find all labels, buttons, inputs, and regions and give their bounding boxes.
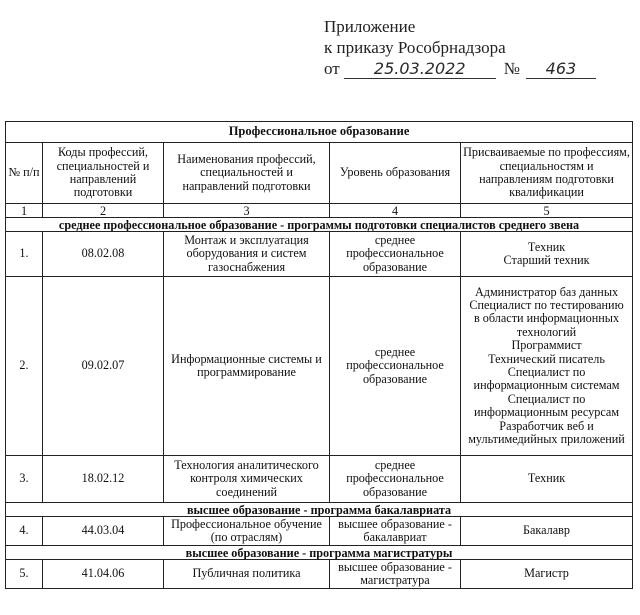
row-qualifications (461, 517, 633, 546)
row-name: Технология аналитического контроля химических соединений (164, 456, 330, 503)
row-code: 44.03.04 (43, 517, 164, 546)
section-heading: высшее образование - программа бакалавриата (6, 503, 633, 517)
row-number: 5. (6, 560, 43, 589)
qualification: Специалист по тестированию (469, 297, 624, 312)
qualification: мультимедийных приложений (468, 432, 625, 447)
qualification: Разработчик веб и (499, 418, 594, 433)
row-number: 2. (6, 277, 43, 456)
row-code: 08.02.08 (43, 232, 164, 277)
row-number: 4. (6, 517, 43, 546)
row-qualifications (461, 277, 633, 456)
section-heading: среднее профессиональное образование - программы подготовки специалистов среднего звена (6, 218, 633, 232)
row-qualifications (461, 456, 633, 503)
column-header: Наименования профессий, специальностей и направлений подготовки (164, 143, 330, 204)
row-qualifications (461, 560, 633, 589)
column-header-row (6, 143, 633, 204)
column-number: 1 (6, 204, 43, 218)
column-header: Коды профессий, специальностей и направлений подготовки (43, 143, 164, 204)
row-level: высшее образование - бакалавриат (330, 517, 461, 546)
column-header: № п/п (6, 143, 43, 204)
order-reference: к приказу Рособрнадзора (324, 38, 506, 57)
row-level: среднее профессиональное образование (330, 456, 461, 503)
qualification: в области информационных (474, 311, 620, 326)
table-row (6, 277, 633, 456)
qualification: информационным ресурсам (474, 405, 620, 420)
table-title-row (6, 122, 633, 143)
qualification: Техник (527, 471, 566, 486)
qualification: Старший техник (503, 253, 590, 267)
qualification: Техник (527, 239, 566, 254)
table-row (6, 456, 633, 503)
order-date-number-line (324, 58, 596, 79)
row-code: 18.02.12 (43, 456, 164, 503)
document-header (324, 16, 596, 79)
row-level: среднее профессиональное образование (330, 232, 461, 277)
appendix-label: Приложение (324, 17, 416, 36)
section-row (6, 546, 633, 560)
number-label: № (503, 59, 520, 78)
qualification: Магистр (524, 566, 569, 581)
row-name: Профессиональное обучение (по отраслям) (164, 517, 330, 546)
section-heading: высшее образование - программа магистратуры (6, 546, 633, 560)
row-level: среднее профессиональное образование (330, 277, 461, 456)
row-number: 1. (6, 232, 43, 277)
qualification: Программист (511, 338, 582, 353)
section-row (6, 218, 633, 232)
column-header: Уровень образования (330, 143, 461, 204)
table-title: Профессиональное образование (6, 122, 633, 143)
column-number: 2 (43, 204, 164, 218)
order-date: 25.03.2022 (344, 60, 496, 79)
table-row (6, 560, 633, 589)
column-number: 5 (461, 204, 633, 218)
qualification: Бакалавр (523, 523, 571, 538)
column-number: 3 (164, 204, 330, 218)
row-code: 41.04.06 (43, 560, 164, 589)
qualification: информационным системам (473, 378, 620, 393)
column-number: 4 (330, 204, 461, 218)
row-level: высшее образование - магистратура (330, 560, 461, 589)
qualification: технологий (516, 324, 577, 339)
table-row (6, 517, 633, 546)
row-name: Монтаж и эксплуатация оборудования и систем газоснабжения (164, 232, 330, 277)
education-table (5, 121, 633, 589)
column-number-row (6, 204, 633, 218)
date-prefix: от (324, 59, 340, 78)
table-row (6, 232, 633, 277)
row-name: Информационные системы и программирование (164, 277, 330, 456)
row-code: 09.02.07 (43, 277, 164, 456)
qualification: Технический писатель (488, 351, 605, 366)
column-header: Присваиваемые по профессиям, специальностям и направлениям подготовки квалификации (461, 143, 633, 204)
qualification: Специалист по (507, 391, 586, 406)
qualification: Администратор баз данных (474, 284, 619, 299)
row-name: Публичная политика (164, 560, 330, 589)
row-qualifications (461, 232, 633, 277)
qualification: Специалист по (507, 365, 586, 379)
row-number: 3. (6, 456, 43, 503)
section-row (6, 503, 633, 517)
order-number: 463 (526, 60, 596, 79)
